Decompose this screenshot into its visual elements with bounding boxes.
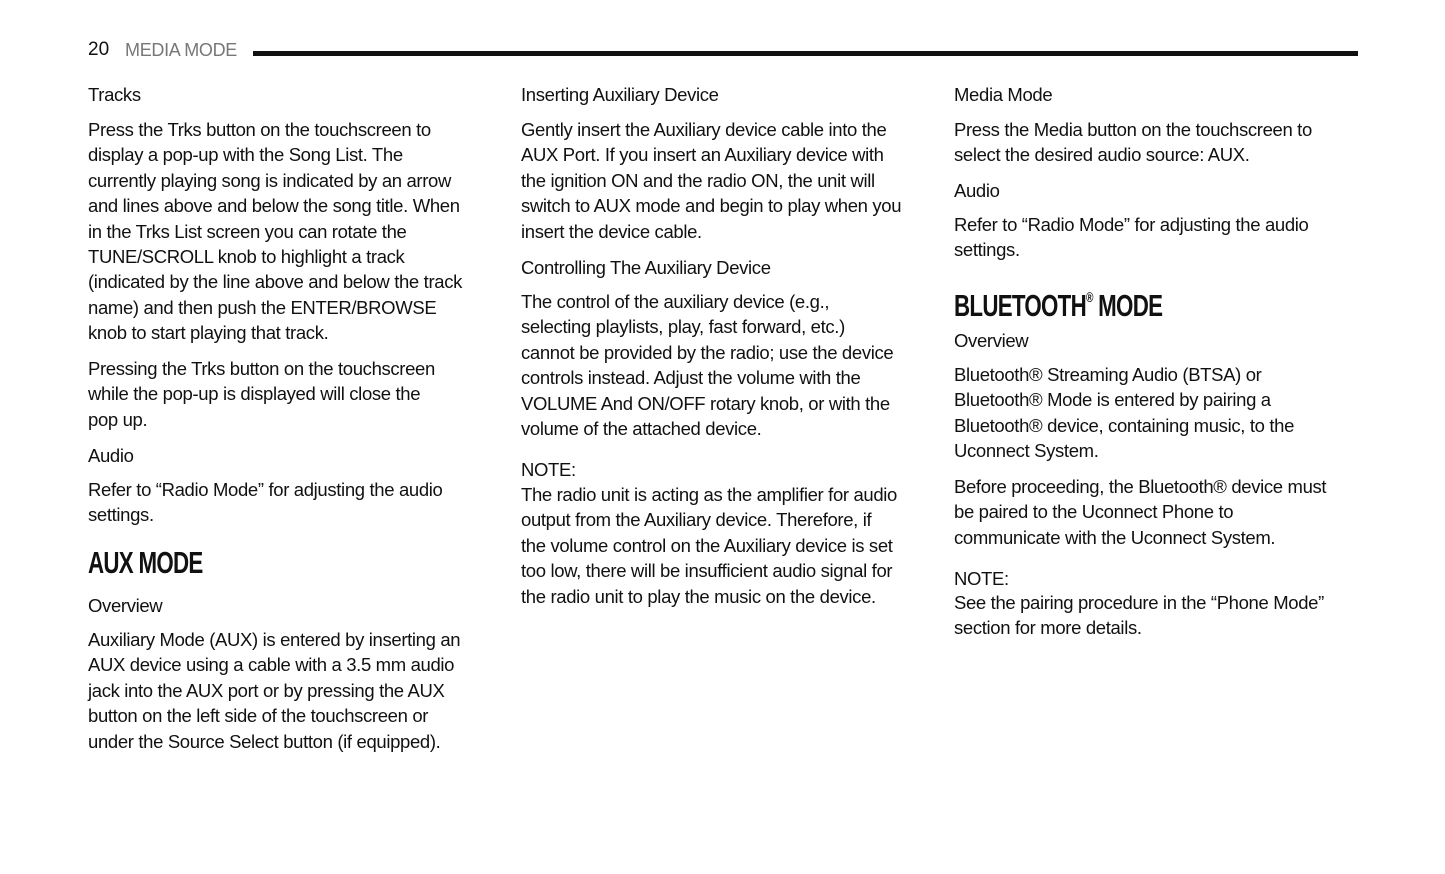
bluetooth-title-mode: MODE [1092,288,1163,323]
note-paragraph: The radio unit is acting as the amplifier for audio output from the Auxiliary device. Therefore, if the volume control on the Auxiliary device is set too low, there will be insufficient audio signal for the radio unit to play the music on the device. [521,484,897,607]
overview-heading: Overview [954,330,1029,351]
overview-paragraph: Bluetooth® Streaming Audio (BTSA) or Bluetooth® Mode is entered by pairing a Bluetooth® device, containing music, to the Uconnect System. [954,364,1295,462]
tracks-paragraph-2: Pressing the Trks button on the touchscreen while the pop-up is displayed will close the pop up. [88,358,435,430]
note-label: NOTE: [954,568,1009,589]
aux-mode-title: AUX MODE [88,545,203,580]
inserting-heading: Inserting Auxiliary Device [521,84,719,105]
audio-paragraph: Refer to “Radio Mode” for adjusting the audio settings. [88,479,443,526]
bluetooth-title-text: BLUETOOTH [954,288,1086,323]
overview-heading: Overview [88,595,163,616]
section-title: MEDIA MODE [125,40,238,60]
overview-paragraph-2: Before proceeding, the Bluetooth® device must be paired to the Uconnect Phone to communicate with the Uconnect System. [954,476,1327,548]
overview-paragraph: Auxiliary Mode (AUX) is entered by inserting an AUX device using a cable with a 3.5 mm audio jack into the AUX port or by pressing the AUX button on the left side of the touchscreen or under the Source Select button (if equipped). [88,629,461,752]
media-mode-heading: Media Mode [954,84,1053,105]
audio-paragraph: Refer to “Radio Mode” for adjusting the audio settings. [954,214,1309,261]
tracks-heading: Tracks [88,84,141,105]
controlling-paragraph: The control of the auxiliary device (e.g., selecting playlists, play, fast forward, etc.) cannot be provided by the radio; use the device controls instead. Adjust the volume with the VOLUME And ON/OFF rotary knob, or with the volume of the attached device. [521,291,894,440]
registered-mark: ® [1085,289,1093,305]
media-mode-paragraph: Press the Media button on the touchscreen to select the desired audio source: AUX. [954,119,1312,166]
controlling-heading: Controlling The Auxiliary Device [521,257,771,278]
page-number: 20 [88,39,110,60]
note-paragraph: See the pairing procedure in the “Phone Mode” section for more details. [954,592,1324,639]
header-rule [253,51,1358,56]
note-label: NOTE: [521,459,576,480]
bluetooth-mode-title [954,280,1162,323]
audio-heading: Audio [88,445,134,466]
inserting-paragraph: Gently insert the Auxiliary device cable into the AUX Port. If you insert an Auxiliary device with the ignition ON and the radio ON, the unit will switch to AUX mode and begin to play when you insert the device cable. [521,119,902,242]
audio-heading: Audio [954,180,1000,201]
tracks-paragraph: Press the Trks button on the touchscreen to display a pop-up with the Song List. The currently playing song is indicated by an arrow and lines above and below the song title. When in the Trks List screen you can rotate the TUNE/SCROLL knob to highlight a track (indicated by the line above and below the track name) and then push the ENTER/BROWSE knob to start playing that track. [88,119,463,344]
